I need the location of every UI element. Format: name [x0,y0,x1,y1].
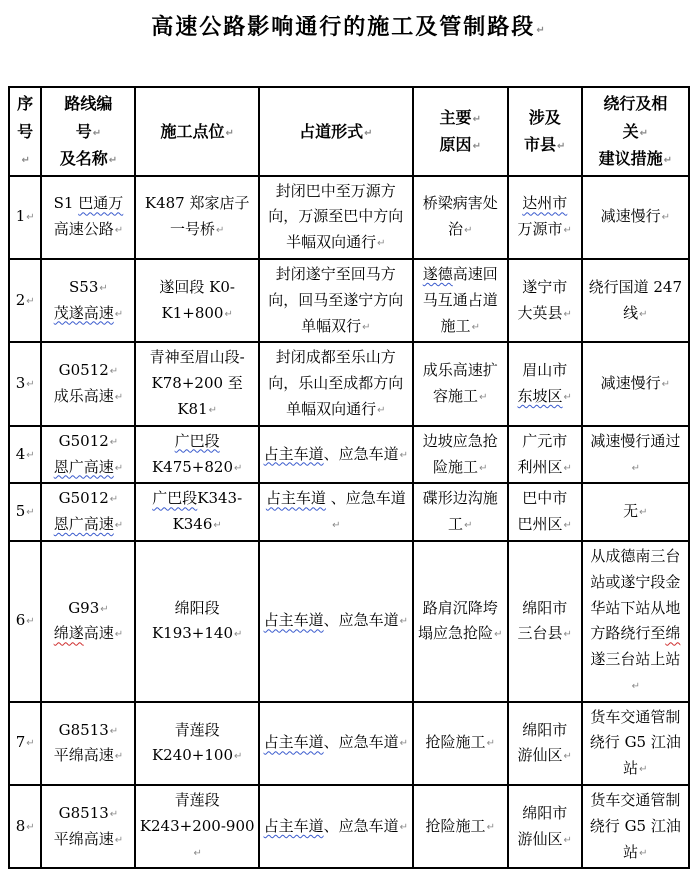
cell-location: 青神至眉山段- K78+200 至 K81 ↵ [135,342,258,425]
cell-route: G0512 ↵ 成乐高速 ↵ [41,342,135,425]
cell-route: G8513 ↵ 平绵高速 ↵ [41,702,135,785]
cell-location: 广巴段 K475+820 ↵ [135,426,258,484]
cell-location: 遂回段 K0- K1+800 ↵ [135,259,258,342]
cell-occupation: 占主车道、应急车道 ↵ [259,541,413,702]
cell-occupation: 占主车道、应急车道 ↵ [259,785,413,868]
cell-detour: 减速慢行 ↵ [582,176,689,259]
cell-area: 巴中市 巴州区 ↵ [508,483,582,541]
cell-route: G5012 ↵ 恩广高速 ↵ [41,426,135,484]
cell-area: 绵阳市 三台县 ↵ [508,541,582,702]
cell-detour: 绕行国道 247 线 ↵ [582,259,689,342]
cell-area: 遂宁市 大英县 ↵ [508,259,582,342]
cell-route: G93 ↵ 绵遂高速 ↵ [41,541,135,702]
cell-detour: 从成德南三台站或遂宁段金华站下站从地方路绕行至绵遂三台站上站 ↵ [582,541,689,702]
cell-occupation: 占主车道、应急车道 ↵ [259,426,413,484]
cell-route: G8513 ↵ 平绵高速 ↵ [41,785,135,868]
cell-detour: 货车交通管制绕行 G5 江油站 ↵ [582,702,689,785]
cell-detour: 货车交通管制绕行 G5 江油站 ↵ [582,785,689,868]
cell-reason: 遂德高速回马互通占道施工 ↵ [413,259,508,342]
table-row [9,483,689,541]
cell-reason: 碟形边沟施工 ↵ [413,483,508,541]
table-row [9,259,689,342]
cell-route: G5012 ↵ 恩广高速 ↵ [41,483,135,541]
cell-no: 5 ↵ [9,483,41,541]
cell-reason: 边坡应急抢险施工 ↵ [413,426,508,484]
cell-no: 6 ↵ [9,541,41,702]
cell-area: 绵阳市 游仙区 ↵ [508,702,582,785]
header-occupation: 占道形式 ↵ [259,87,413,176]
cell-occupation: 占主车道、应急车道 ↵ [259,702,413,785]
cell-no: 1 ↵ [9,176,41,259]
cell-area: 眉山市 东坡区 ↵ [508,342,582,425]
document-page [0,8,698,869]
cell-reason: 路肩沉降垮塌应急抢险 ↵ [413,541,508,702]
header-area: 涉及 市县 ↵ [508,87,582,176]
table-row [9,176,689,259]
table-row [9,702,689,785]
cell-area: 达州市 万源市 ↵ [508,176,582,259]
table-row [9,426,689,484]
cell-occupation: 占主车道 、应急车道 ↵ [259,483,413,541]
cell-reason: 成乐高速扩容施工 ↵ [413,342,508,425]
cell-area: 绵阳市 游仙区 ↵ [508,785,582,868]
cell-no: 3 ↵ [9,342,41,425]
construction-control-table [8,86,690,869]
cell-location: 青莲段 K240+100 ↵ [135,702,258,785]
cell-detour: 减速慢行通过 ↵ [582,426,689,484]
cell-location: 青莲段 K243+200-900 ↵ [135,785,258,868]
cell-reason: 抢险施工 ↵ [413,785,508,868]
table-header-row [9,87,689,176]
cell-area: 广元市 利州区 ↵ [508,426,582,484]
cell-location: K487 郑家店子 一号桥 ↵ [135,176,258,259]
cell-occupation: 封闭遂宁至回马方向，回马至遂宁方向单幅双行 ↵ [259,259,413,342]
cell-location: 广巴段K343- K346 ↵ [135,483,258,541]
cell-detour: 减速慢行 ↵ [582,342,689,425]
cell-occupation: 封闭成都至乐山方向，乐山至成都方向单幅双向通行 ↵ [259,342,413,425]
cell-no: 8 ↵ [9,785,41,868]
cell-location: 绵阳段 K193+140 ↵ [135,541,258,702]
cell-no: 7 ↵ [9,702,41,785]
header-route: 路线编 号 ↵ 及名称 ↵ [41,87,135,176]
cell-occupation: 封闭巴中至万源方向，万源至巴中方向半幅双向通行 ↵ [259,176,413,259]
cell-route: S53 ↵ 茂遂高速 ↵ [41,259,135,342]
table-row [9,785,689,868]
cell-detour: 无 ↵ [582,483,689,541]
cell-reason: 抢险施工 ↵ [413,702,508,785]
cell-no: 4 ↵ [9,426,41,484]
header-location: 施工点位 ↵ [135,87,258,176]
table-row [9,342,689,425]
cell-route: S1 巴通万 高速公路 ↵ [41,176,135,259]
table-row [9,541,689,702]
cell-no: 2 ↵ [9,259,41,342]
header-no: 序 号 ↵ [9,87,41,176]
header-reason: 主要 ↵ 原因 ↵ [413,87,508,176]
cell-reason: 桥梁病害处治 ↵ [413,176,508,259]
header-detour: 绕行及相 关 ↵ 建议措施 ↵ [582,87,689,176]
page-title: 高速公路影响通行的施工及管制路段 ↵ [0,8,698,46]
